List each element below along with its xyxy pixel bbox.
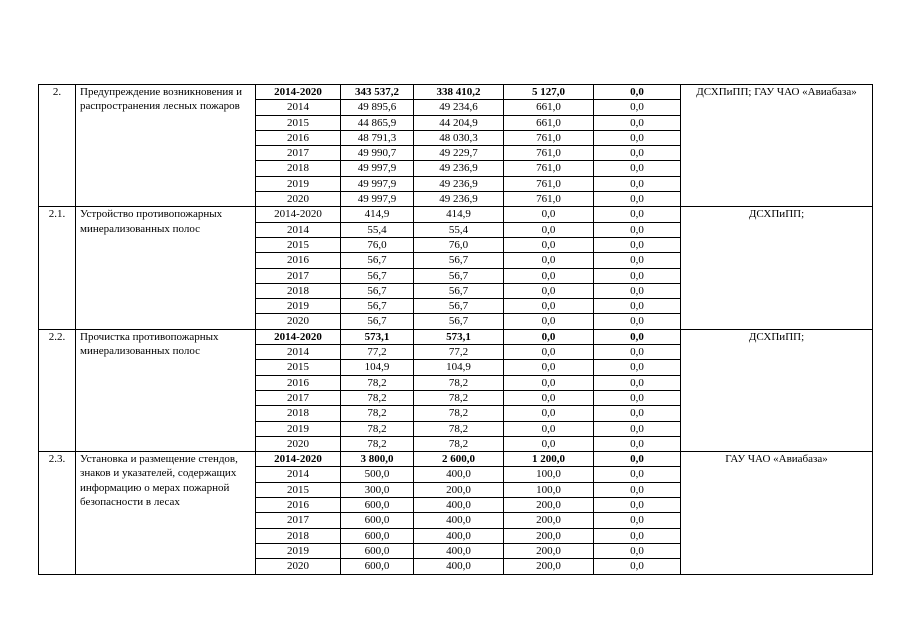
total-cell: 76,0: [341, 237, 414, 252]
funding-cell-4: 0,0: [594, 253, 681, 268]
funding-cell-4: 0,0: [594, 176, 681, 191]
section-name: Установка и размещение стендов, знаков и указателей, содержащих информацию о мерах пожарной безопасности в лесах: [76, 452, 256, 574]
funding-cell-3: 100,0: [504, 467, 594, 482]
section-name: Устройство противопожарных минерализованных полос: [76, 207, 256, 329]
funding-cell-2: 78,2: [414, 436, 504, 451]
total-cell: 104,9: [341, 360, 414, 375]
funding-cell-2: 78,2: [414, 421, 504, 436]
funding-cell-2: 400,0: [414, 528, 504, 543]
total-cell: 600,0: [341, 543, 414, 558]
total-cell: 56,7: [341, 253, 414, 268]
period-cell: 2017: [256, 268, 341, 283]
total-cell: 600,0: [341, 513, 414, 528]
funding-cell-4: 0,0: [594, 283, 681, 298]
funding-cell-2: 56,7: [414, 314, 504, 329]
total-cell: 49 990,7: [341, 146, 414, 161]
funding-cell-4: 0,0: [594, 207, 681, 222]
funding-cell-4: 0,0: [594, 237, 681, 252]
funding-cell-2: 104,9: [414, 360, 504, 375]
total-cell: 78,2: [341, 375, 414, 390]
funding-cell-3: 0,0: [504, 222, 594, 237]
funding-cell-4: 0,0: [594, 130, 681, 145]
funding-cell-3: 0,0: [504, 237, 594, 252]
funding-cell-4: 0,0: [594, 390, 681, 405]
period-cell: 2018: [256, 283, 341, 298]
funding-cell-4: 0,0: [594, 85, 681, 100]
funding-cell-2: 414,9: [414, 207, 504, 222]
period-cell: 2014-2020: [256, 329, 341, 344]
period-cell: 2020: [256, 559, 341, 574]
funding-cell-3: 761,0: [504, 176, 594, 191]
funding-cell-2: 56,7: [414, 253, 504, 268]
period-cell: 2016: [256, 130, 341, 145]
funding-cell-4: 0,0: [594, 436, 681, 451]
funding-cell-3: 0,0: [504, 314, 594, 329]
funding-cell-3: 200,0: [504, 528, 594, 543]
total-cell: 300,0: [341, 482, 414, 497]
period-cell: 2016: [256, 375, 341, 390]
period-cell: 2015: [256, 115, 341, 130]
period-cell: 2020: [256, 436, 341, 451]
funding-cell-2: 200,0: [414, 482, 504, 497]
funding-cell-3: 0,0: [504, 345, 594, 360]
funding-cell-3: 100,0: [504, 482, 594, 497]
table-row: [39, 207, 873, 222]
funding-cell-2: 44 204,9: [414, 115, 504, 130]
funding-cell-2: 400,0: [414, 467, 504, 482]
responsible-organization: ГАУ ЧАО «Авиабаза»: [681, 452, 873, 574]
period-cell: 2014-2020: [256, 452, 341, 467]
funding-cell-4: 0,0: [594, 192, 681, 207]
total-cell: 78,2: [341, 436, 414, 451]
total-cell: 78,2: [341, 390, 414, 405]
funding-cell-2: 400,0: [414, 513, 504, 528]
total-cell: 49 895,6: [341, 100, 414, 115]
period-cell: 2020: [256, 314, 341, 329]
funding-cell-3: 0,0: [504, 283, 594, 298]
funding-cell-2: 49 236,9: [414, 176, 504, 191]
funding-cell-3: 761,0: [504, 192, 594, 207]
total-cell: 343 537,2: [341, 85, 414, 100]
funding-cell-4: 0,0: [594, 329, 681, 344]
total-cell: 56,7: [341, 268, 414, 283]
period-cell: 2020: [256, 192, 341, 207]
section-name: Прочистка противопожарных минерализованных полос: [76, 329, 256, 451]
period-cell: 2015: [256, 237, 341, 252]
funding-cell-3: 661,0: [504, 100, 594, 115]
funding-cell-4: 0,0: [594, 100, 681, 115]
total-cell: 600,0: [341, 559, 414, 574]
table-row: [39, 329, 873, 344]
funding-cell-2: 49 234,6: [414, 100, 504, 115]
funding-cell-3: 0,0: [504, 329, 594, 344]
period-cell: 2016: [256, 253, 341, 268]
period-cell: 2019: [256, 421, 341, 436]
funding-cell-3: 0,0: [504, 268, 594, 283]
funding-cell-4: 0,0: [594, 406, 681, 421]
total-cell: 56,7: [341, 299, 414, 314]
funding-cell-2: 400,0: [414, 559, 504, 574]
period-cell: 2014: [256, 222, 341, 237]
period-cell: 2019: [256, 543, 341, 558]
table-row: [39, 85, 873, 100]
funding-cell-3: 0,0: [504, 406, 594, 421]
total-cell: 500,0: [341, 467, 414, 482]
program-table: [38, 84, 873, 575]
funding-cell-3: 0,0: [504, 390, 594, 405]
period-cell: 2014: [256, 467, 341, 482]
period-cell: 2018: [256, 406, 341, 421]
funding-cell-4: 0,0: [594, 360, 681, 375]
funding-cell-4: 0,0: [594, 482, 681, 497]
table-row: [39, 452, 873, 467]
funding-cell-3: 200,0: [504, 559, 594, 574]
funding-cell-2: 56,7: [414, 283, 504, 298]
funding-cell-4: 0,0: [594, 222, 681, 237]
section-index: 2.2.: [39, 329, 76, 451]
funding-cell-4: 0,0: [594, 146, 681, 161]
funding-cell-3: 761,0: [504, 161, 594, 176]
funding-cell-3: 761,0: [504, 146, 594, 161]
funding-cell-3: 0,0: [504, 253, 594, 268]
period-cell: 2016: [256, 498, 341, 513]
funding-cell-4: 0,0: [594, 467, 681, 482]
table-body: [39, 85, 873, 575]
funding-cell-2: 400,0: [414, 498, 504, 513]
funding-cell-2: 49 236,9: [414, 192, 504, 207]
period-cell: 2019: [256, 299, 341, 314]
funding-cell-3: 661,0: [504, 115, 594, 130]
total-cell: 49 997,9: [341, 176, 414, 191]
funding-cell-4: 0,0: [594, 421, 681, 436]
funding-cell-2: 78,2: [414, 390, 504, 405]
funding-cell-4: 0,0: [594, 375, 681, 390]
total-cell: 56,7: [341, 314, 414, 329]
funding-cell-2: 76,0: [414, 237, 504, 252]
funding-cell-2: 78,2: [414, 375, 504, 390]
funding-cell-3: 200,0: [504, 498, 594, 513]
funding-cell-4: 0,0: [594, 513, 681, 528]
total-cell: 3 800,0: [341, 452, 414, 467]
funding-cell-4: 0,0: [594, 345, 681, 360]
period-cell: 2015: [256, 360, 341, 375]
funding-cell-3: 0,0: [504, 436, 594, 451]
period-cell: 2018: [256, 161, 341, 176]
section-index: 2.3.: [39, 452, 76, 574]
period-cell: 2017: [256, 146, 341, 161]
funding-cell-2: 56,7: [414, 299, 504, 314]
funding-cell-3: 5 127,0: [504, 85, 594, 100]
total-cell: 78,2: [341, 421, 414, 436]
total-cell: 414,9: [341, 207, 414, 222]
period-cell: 2014-2020: [256, 85, 341, 100]
section-name: Предупреждение возникновения и распространения лесных пожаров: [76, 85, 256, 207]
period-cell: 2015: [256, 482, 341, 497]
funding-cell-3: 200,0: [504, 543, 594, 558]
total-cell: 48 791,3: [341, 130, 414, 145]
total-cell: 49 997,9: [341, 192, 414, 207]
period-cell: 2017: [256, 513, 341, 528]
total-cell: 56,7: [341, 283, 414, 298]
funding-cell-2: 55,4: [414, 222, 504, 237]
funding-cell-4: 0,0: [594, 268, 681, 283]
period-cell: 2019: [256, 176, 341, 191]
period-cell: 2014-2020: [256, 207, 341, 222]
funding-cell-3: 1 200,0: [504, 452, 594, 467]
period-cell: 2017: [256, 390, 341, 405]
responsible-organization: ДСХПиПП; ГАУ ЧАО «Авиабаза»: [681, 85, 873, 207]
funding-cell-4: 0,0: [594, 161, 681, 176]
funding-cell-4: 0,0: [594, 498, 681, 513]
funding-cell-3: 0,0: [504, 375, 594, 390]
period-cell: 2018: [256, 528, 341, 543]
total-cell: 44 865,9: [341, 115, 414, 130]
funding-cell-4: 0,0: [594, 528, 681, 543]
funding-cell-2: 338 410,2: [414, 85, 504, 100]
total-cell: 78,2: [341, 406, 414, 421]
period-cell: 2014: [256, 345, 341, 360]
total-cell: 77,2: [341, 345, 414, 360]
section-index: 2.1.: [39, 207, 76, 329]
total-cell: 49 997,9: [341, 161, 414, 176]
funding-cell-3: 0,0: [504, 207, 594, 222]
funding-cell-4: 0,0: [594, 452, 681, 467]
funding-cell-4: 0,0: [594, 543, 681, 558]
funding-cell-2: 77,2: [414, 345, 504, 360]
funding-cell-4: 0,0: [594, 314, 681, 329]
funding-cell-2: 48 030,3: [414, 130, 504, 145]
funding-cell-4: 0,0: [594, 299, 681, 314]
funding-cell-4: 0,0: [594, 115, 681, 130]
total-cell: 573,1: [341, 329, 414, 344]
period-cell: 2014: [256, 100, 341, 115]
funding-cell-2: 49 229,7: [414, 146, 504, 161]
funding-cell-2: 573,1: [414, 329, 504, 344]
funding-cell-2: 2 600,0: [414, 452, 504, 467]
funding-cell-3: 761,0: [504, 130, 594, 145]
funding-cell-2: 78,2: [414, 406, 504, 421]
funding-cell-3: 0,0: [504, 421, 594, 436]
funding-cell-2: 400,0: [414, 543, 504, 558]
section-index: 2.: [39, 85, 76, 207]
total-cell: 55,4: [341, 222, 414, 237]
funding-cell-2: 56,7: [414, 268, 504, 283]
funding-cell-3: 0,0: [504, 360, 594, 375]
funding-cell-3: 0,0: [504, 299, 594, 314]
funding-cell-2: 49 236,9: [414, 161, 504, 176]
funding-cell-3: 200,0: [504, 513, 594, 528]
total-cell: 600,0: [341, 528, 414, 543]
responsible-organization: ДСХПиПП;: [681, 329, 873, 451]
total-cell: 600,0: [341, 498, 414, 513]
funding-cell-4: 0,0: [594, 559, 681, 574]
responsible-organization: ДСХПиПП;: [681, 207, 873, 329]
